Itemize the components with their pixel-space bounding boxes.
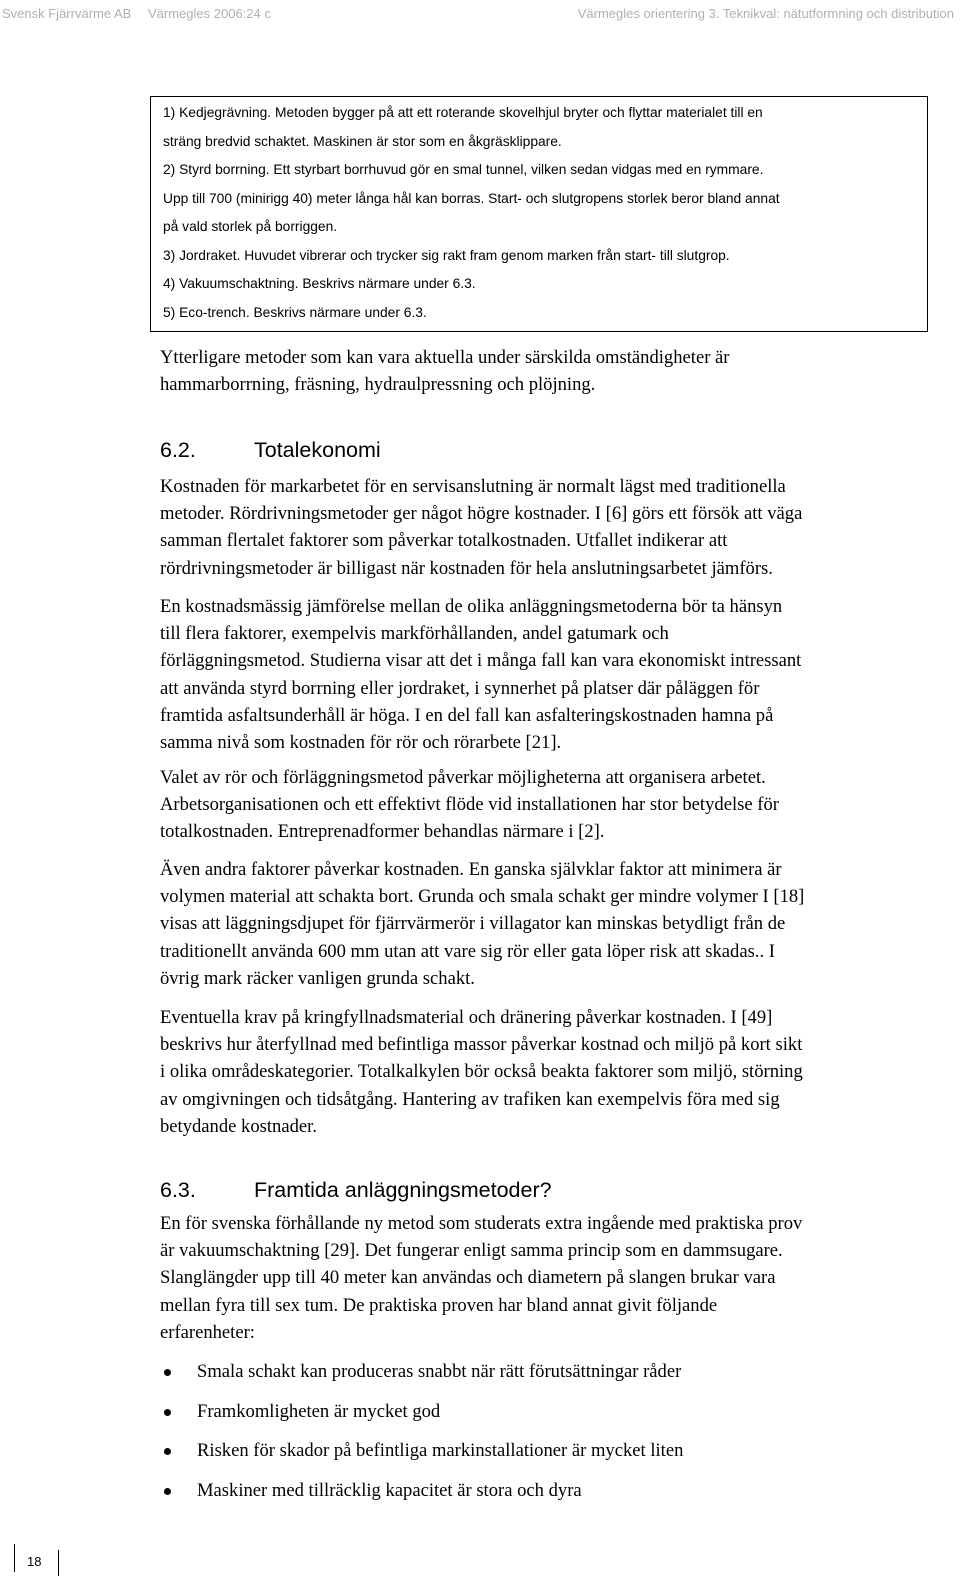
box-line: 5) Eco-trench. Beskrivs närmare under 6.3.	[163, 304, 427, 320]
header-report-id: Värmegles 2006:24 c	[148, 6, 271, 21]
box-line: 4) Vakuumschaktning. Beskrivs närmare under 6.3.	[163, 276, 476, 291]
paragraph-cost-comparison: En kostnadsmässig jämförelse mellan de olika anläggningsmetoderna bör ta hänsyn till flera faktorer, exempelvis markförhållanden, andel gatumark och förläggningsmetod. Studierna visar att det i många fall kan vara ekonomiskt intressant att använda styrd borrning eller jordraket, i synnerhet på platser där påläggen för framtida asfaltsunderhåll är höga. I en del fall kan asfalteringskostnaden hamna på samma nivå som kostnaden för rör och rörarbete [21].	[160, 596, 802, 754]
page-number: 18	[27, 1554, 42, 1569]
paragraph-work-organisation: Valet av rör och förläggningsmetod påverkar möjligheterna att organisera arbetet. Arbetsorganisationen och ett effektivt flöde vid installationen har stor betydelse för totalkostnaden. Entreprenadformer behandlas närmare i [2].	[160, 767, 779, 843]
running-header	[0, 0, 960, 28]
header-organization: Svensk Fjärrvärme AB	[2, 6, 132, 21]
box-line: Upp till 700 (minirigg 40) meter långa hål kan borras. Start- och slutgropens storlek beror bland annat	[163, 190, 780, 206]
box-line: 3) Jordraket. Huvudet vibrerar och trycker sig rakt fram genom marken från start- till slutgrop.	[163, 247, 730, 263]
section-number: 6.3.	[160, 1178, 196, 1202]
bullet-icon	[164, 1369, 171, 1376]
bullet-icon	[164, 1488, 171, 1495]
paragraph-backfill: Eventuella krav på kringfyllnadsmaterial och dränering påverkar kostnaden. I [49] beskrivs hur återfyllnad med befintliga massor påverkar kostnad och miljö på kort sikt i olika områdeskategorier. Totalkalkylen bör också beakta faktorer som miljö, störning av omgivningen och tidsåtgång. Hantering av trafiken kan exempelvis föra med sig betydande kostnader.	[160, 1007, 803, 1137]
paragraph-cost-traditional: Kostnaden för markarbetet för en servisanslutning är normalt lägst med traditionella metoder. Rördrivningsmetoder ger något högre kostnader. I [6] görs ett försök att väga samman flertalet faktorer som påverkar totalkostnaden. Utfallet indikerar att rördrivningsmetoder är billigast när kostnaden för hela anslutningsarbetet jämförs.	[160, 476, 803, 579]
header-chapter: Värmegles orientering 3. Teknikval: nätutformning och distribution	[577, 6, 954, 21]
paragraph-vacuum-excavation: En för svenska förhållande ny metod som studerats extra ingående med praktiska prov är vakuumschaktning [29]. Det fungerar enligt samma princip som en dammsugare. Slanglängder upp till 40 meter kan användas och diametern på slangen brukar vara mellan fyra till sex tum. De praktiska proven har bland annat givit följande erfarenheter:	[160, 1213, 803, 1343]
section-heading-6-3	[160, 1178, 552, 1203]
section-title: Totalekonomi	[254, 438, 381, 462]
page-footer	[0, 1540, 200, 1580]
methods-box	[150, 96, 928, 332]
box-line: 2) Styrd borrning. Ett styrbart borrhuvud gör en smal tunnel, vilken sedan vidgas med en rymmare.	[163, 162, 764, 177]
box-line: 1) Kedjegrävning. Metoden bygger på att ett roterande skovelhjul bryter och flyttar materialet till en	[163, 105, 763, 120]
box-line: sträng bredvid schaktet. Maskinen är stor som en åkgräsklippare.	[163, 133, 562, 149]
box-line: på vald storlek på borriggen.	[163, 219, 338, 234]
section-heading-6-2	[160, 438, 381, 463]
section-title: Framtida anläggningsmetoder?	[254, 1178, 552, 1202]
intro-paragraph: Ytterligare metoder som kan vara aktuella under särskilda omständigheter är hammarborrning, fräsning, hydraulpressning och plöjning.	[160, 347, 730, 396]
footer-divider	[58, 1550, 59, 1576]
paragraph-other-factors: Även andra faktorer påverkar kostnaden. En ganska självklar faktor att minimera är volymen material att schakta bort. Grunda och smala schakt ger mindre volymer I [18] visas att läggningsdjupet för fjärrvärmerör i villagator kan minskas betydligt från de traditionellt använda 600 mm utan att vare sig rör eller gata löper risk att skadas.. I övrig mark räcker vanligen grunda schakt.	[160, 859, 805, 989]
bullet-icon	[164, 1448, 171, 1455]
bullet-icon	[164, 1409, 171, 1416]
section-number: 6.2.	[160, 438, 196, 462]
footer-divider	[14, 1544, 15, 1572]
